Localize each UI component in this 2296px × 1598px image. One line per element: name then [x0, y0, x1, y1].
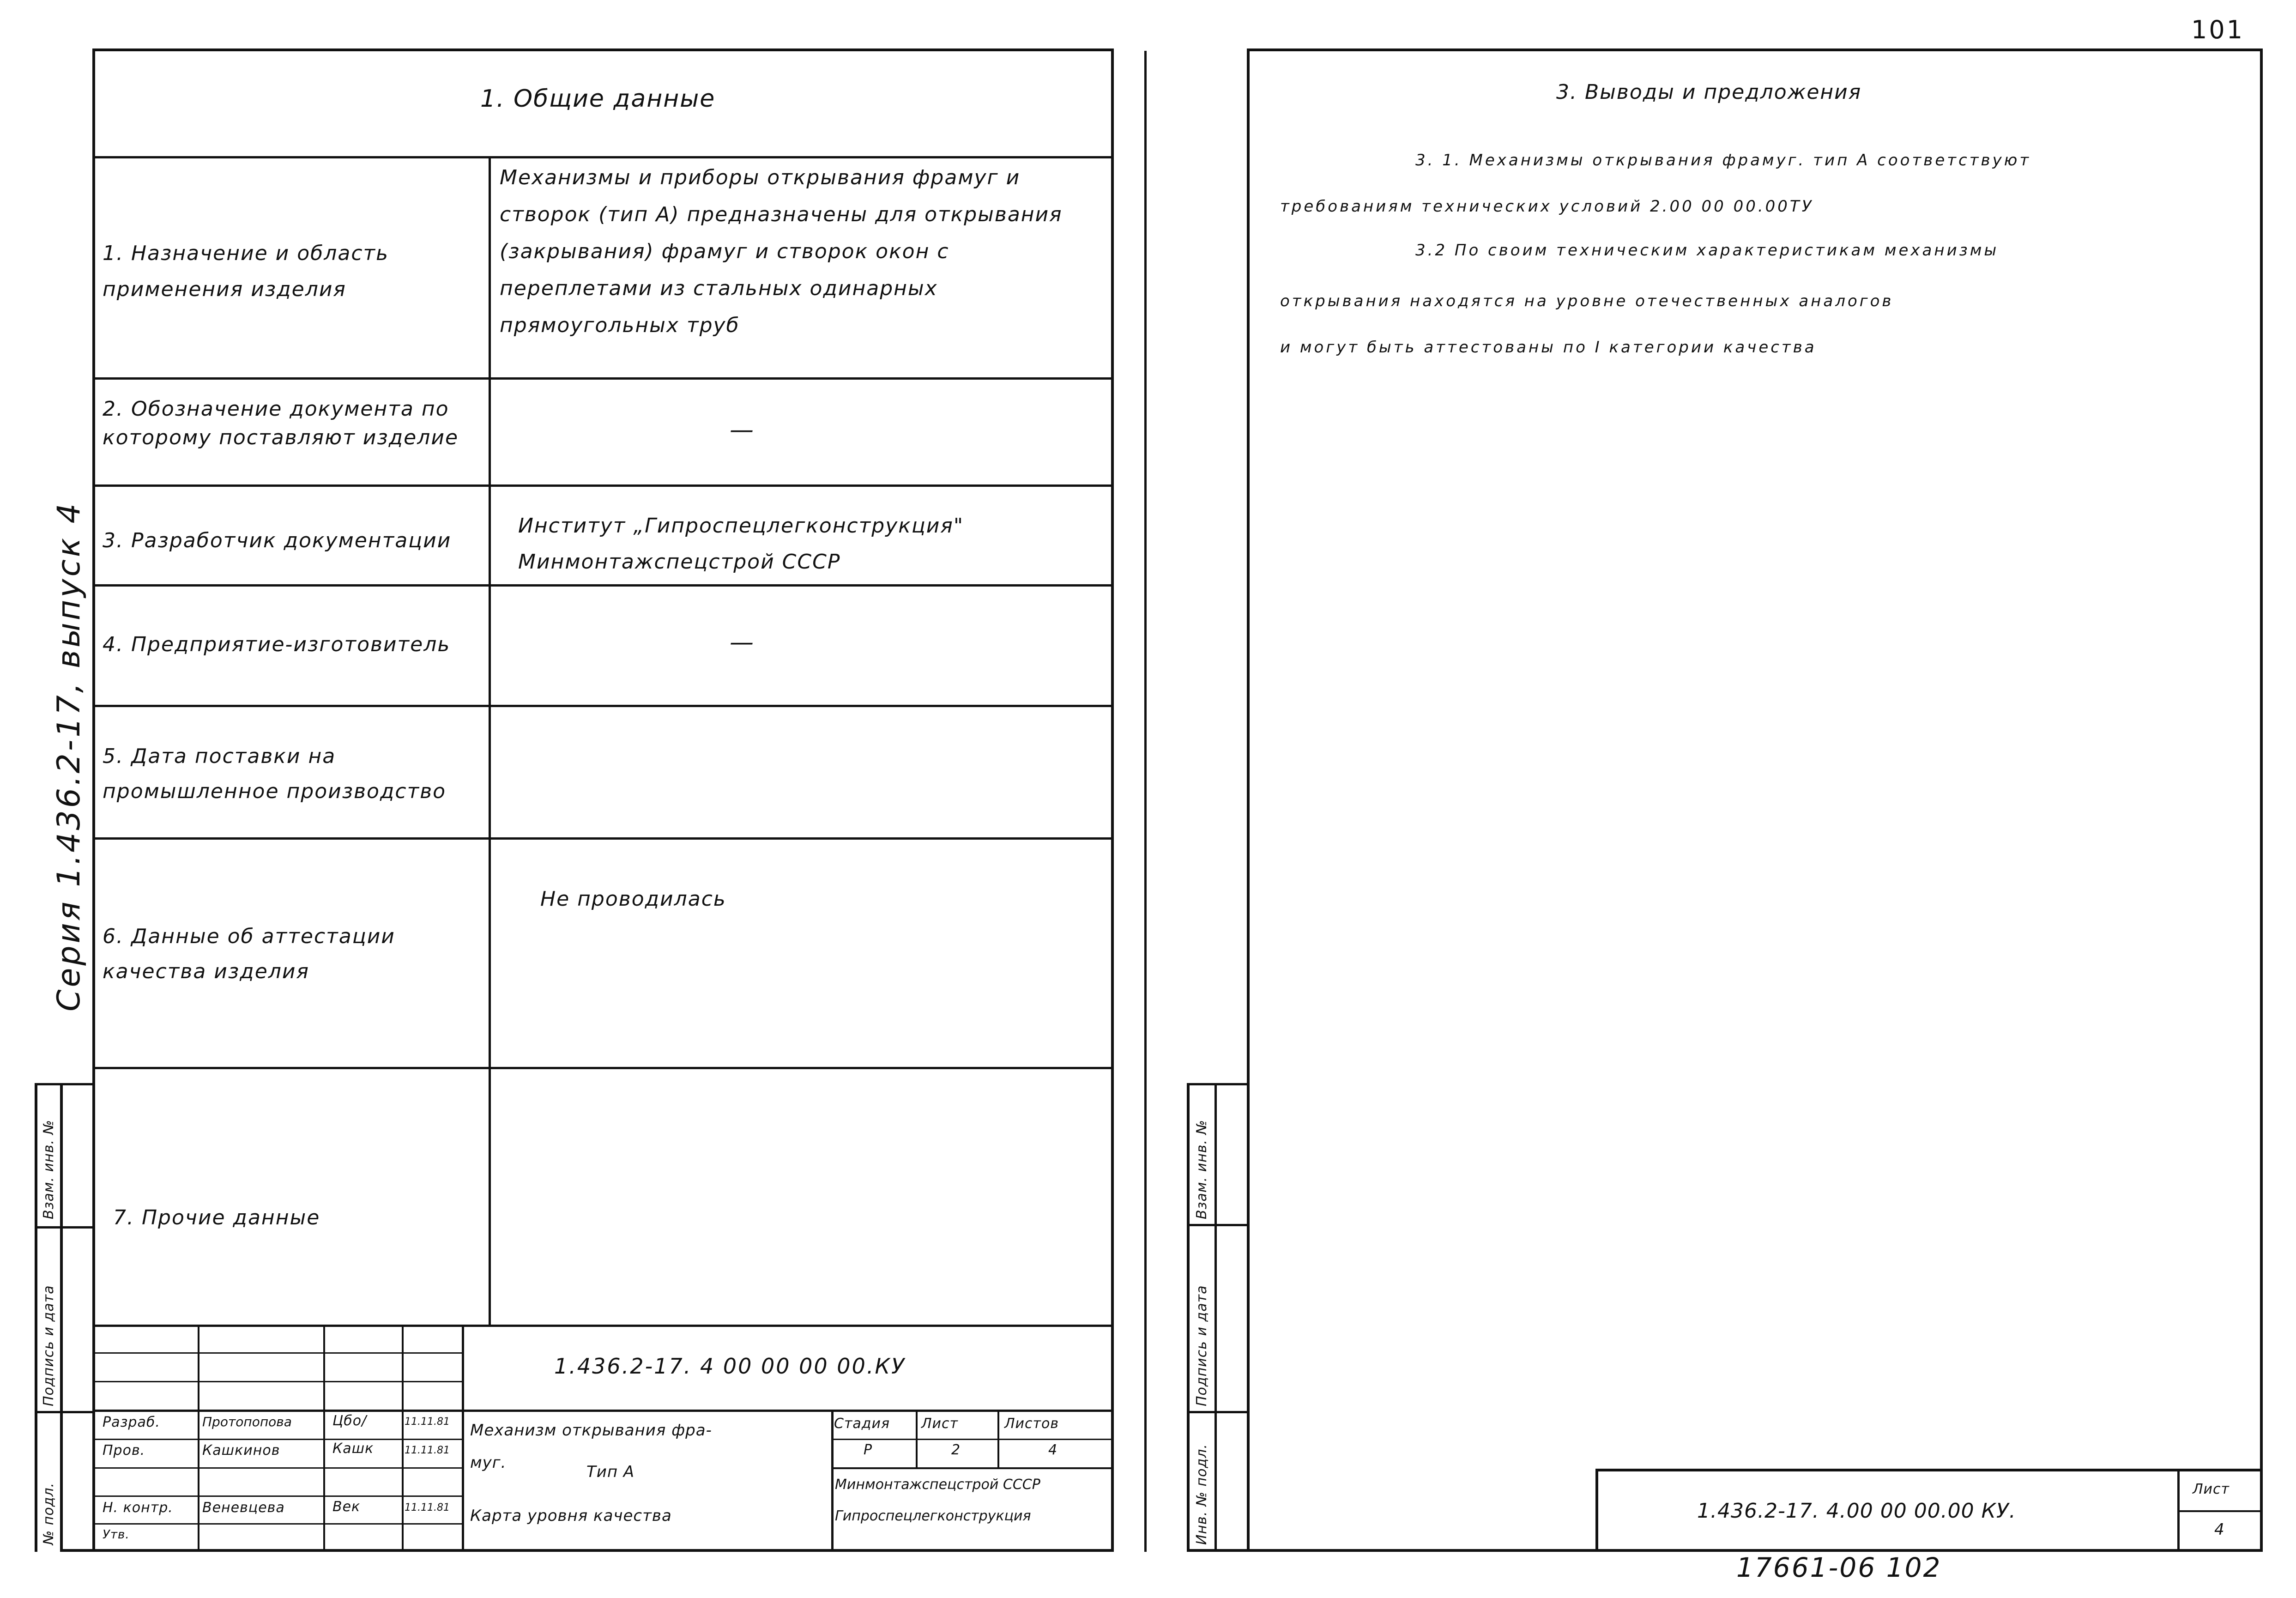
side-col-line: [1214, 1083, 1217, 1552]
side-col-line: [35, 1226, 92, 1229]
sig-role: Разраб.: [103, 1414, 160, 1430]
tb-name-line1: Механизм открывания фра-: [470, 1421, 712, 1440]
side-col-label: Инв. № подл.: [1194, 1444, 1210, 1545]
row-1-value: Механизмы и приборы открывания фрамуг и створок (тип А) предназначены для открывания (закрывания) фрамуг и створок окон с переплетами из стальных одинарных прямоугольных труб: [500, 166, 1063, 337]
sig-role: Пров.: [103, 1442, 145, 1459]
side-col-line: [1187, 1083, 1190, 1552]
row-2-label: 2. Обозначение документа по которому поставляют изделие: [103, 397, 459, 449]
tb-line: [831, 1410, 834, 1552]
row-divider: [92, 837, 1114, 840]
side-col-label: Подпись и дата: [41, 1285, 57, 1406]
column-divider: [489, 156, 491, 1327]
tb-line: [323, 1325, 325, 1552]
tb-sheet-number: 4: [2214, 1520, 2225, 1539]
sig-sign: Кашк: [332, 1441, 374, 1457]
tb-line: [402, 1325, 404, 1552]
tb-line: [831, 1467, 1114, 1469]
conclusion-line-1: 3. 1. Механизмы открывания фрамуг. тип А соответствуют: [1415, 151, 2031, 169]
sig-role: Н. контр.: [103, 1500, 173, 1516]
row-4-value: —: [730, 629, 755, 656]
tb-name-type: Тип А: [586, 1463, 635, 1481]
row-5-label: 5. Дата поставки на промышленное производство: [103, 745, 447, 803]
row-1-label: 1. Назначение и область применения изделия: [103, 242, 389, 301]
page-number: 101: [2191, 15, 2245, 44]
row-7-label: 7. Прочие данные: [113, 1206, 320, 1229]
tb-org-line2: Гипроспецлегконструкция: [835, 1508, 1031, 1524]
sig-role: Утв.: [103, 1528, 130, 1542]
tb-line: [198, 1325, 199, 1552]
side-col-line: [60, 1083, 63, 1552]
tb-line: [92, 1495, 462, 1497]
row-divider: [92, 584, 1114, 587]
center-separator: [1144, 51, 1147, 1552]
tb-line: [1595, 1469, 2263, 1471]
tb-code: 1.436.2-17. 4.00 00 00.00 КУ.: [1697, 1499, 2016, 1523]
header-divider: [92, 156, 1114, 158]
sig-name: Веневцева: [202, 1500, 285, 1516]
right-frame-bottom: [1187, 1549, 2263, 1552]
tb-line: [462, 1325, 464, 1552]
row-divider: [92, 484, 1114, 487]
conclusions-title: 3. Выводы и предложения: [1556, 80, 1862, 104]
tb-stage: Р: [864, 1442, 873, 1458]
tb-code: 1.436.2-17. 4 00 00 00 00.КУ: [554, 1354, 906, 1379]
tb-line: [92, 1439, 462, 1440]
conclusion-line-4: открывания находятся на уровне отечественных аналогов: [1280, 292, 1894, 310]
side-col-label: Подпись и дата: [1194, 1285, 1210, 1406]
side-col-line: [1187, 1224, 1247, 1226]
tb-line: [2177, 1510, 2263, 1512]
tb-line: [1595, 1469, 1598, 1552]
side-col-line: [35, 1083, 37, 1552]
row-divider: [92, 1067, 1114, 1069]
side-col-line: [1187, 1411, 1247, 1413]
right-frame-left: [1247, 48, 1250, 1552]
row-divider: [92, 1325, 1114, 1327]
side-col-label: Взам. инв. №: [41, 1120, 57, 1219]
tb-line: [831, 1439, 1114, 1440]
sig-name: Протопопова: [202, 1414, 292, 1429]
left-frame-top: [92, 48, 1114, 51]
tb-line: [92, 1467, 462, 1469]
archive-number: 17661-06 102: [1736, 1552, 1942, 1583]
tb-sheets: 4: [1048, 1442, 1058, 1458]
row-divider: [92, 705, 1114, 707]
sig-sign: Век: [332, 1499, 361, 1515]
row-3-value: Институт „Гипроспецлегконструкция" Минмонтажспецстрой СССР: [518, 514, 964, 574]
section-title: 1. Общие данные: [480, 85, 716, 113]
sig-date: 11.11.81: [405, 1502, 450, 1513]
row-2-value: —: [730, 416, 755, 444]
sig-sign: Цбо/: [332, 1413, 367, 1429]
sig-name: Кашкинов: [202, 1442, 280, 1459]
tb-sheet-label: Лист: [2193, 1481, 2230, 1497]
tb-sheet: 2: [951, 1442, 961, 1458]
conclusion-line-5: и могут быть аттестованы по I категории качества: [1280, 338, 1817, 357]
tb-org-line1: Минмонтажспецстрой СССР: [835, 1477, 1040, 1493]
row-3-label: 3. Разработчик документации: [103, 529, 452, 552]
row-6-label: 6. Данные об аттестации качества изделия: [103, 925, 395, 983]
row-divider: [92, 377, 1114, 380]
tb-doc-type: Карта уровня качества: [470, 1507, 672, 1525]
right-frame-right: [2260, 48, 2263, 1552]
right-frame-top: [1247, 48, 2263, 51]
tb-stage-header: Стадия: [834, 1416, 890, 1432]
side-col-line: [35, 1083, 92, 1085]
sig-date: 11.11.81: [405, 1445, 450, 1456]
tb-line: [462, 1410, 1114, 1412]
left-frame-bottom: [60, 1549, 1114, 1552]
side-col-label: Взам. инв. №: [1194, 1120, 1210, 1219]
conclusion-line-3: 3.2 По своим техническим характеристикам механизмы: [1415, 241, 1999, 260]
conclusion-line-2: требованиям технических условий 2.00 00 00.00ТУ: [1280, 197, 1814, 216]
tb-sheet-header: Лист: [921, 1416, 959, 1432]
side-col-label: № подл.: [41, 1482, 57, 1545]
row-4-label: 4. Предприятие-изготовитель: [103, 633, 451, 656]
side-col-line: [1187, 1083, 1247, 1085]
tb-line: [92, 1523, 462, 1525]
sig-date: 11.11.81: [405, 1416, 450, 1428]
series-stamp: Серия 1.436.2-17, выпуск 4: [51, 501, 87, 1011]
tb-line: [92, 1410, 462, 1412]
tb-line: [92, 1352, 462, 1354]
tb-name-line2: муг.: [470, 1453, 507, 1472]
tb-line: [92, 1381, 462, 1382]
tb-sheets-header: Листов: [1004, 1416, 1059, 1432]
side-col-line: [35, 1411, 92, 1413]
row-6-value: Не проводилась: [540, 887, 726, 911]
